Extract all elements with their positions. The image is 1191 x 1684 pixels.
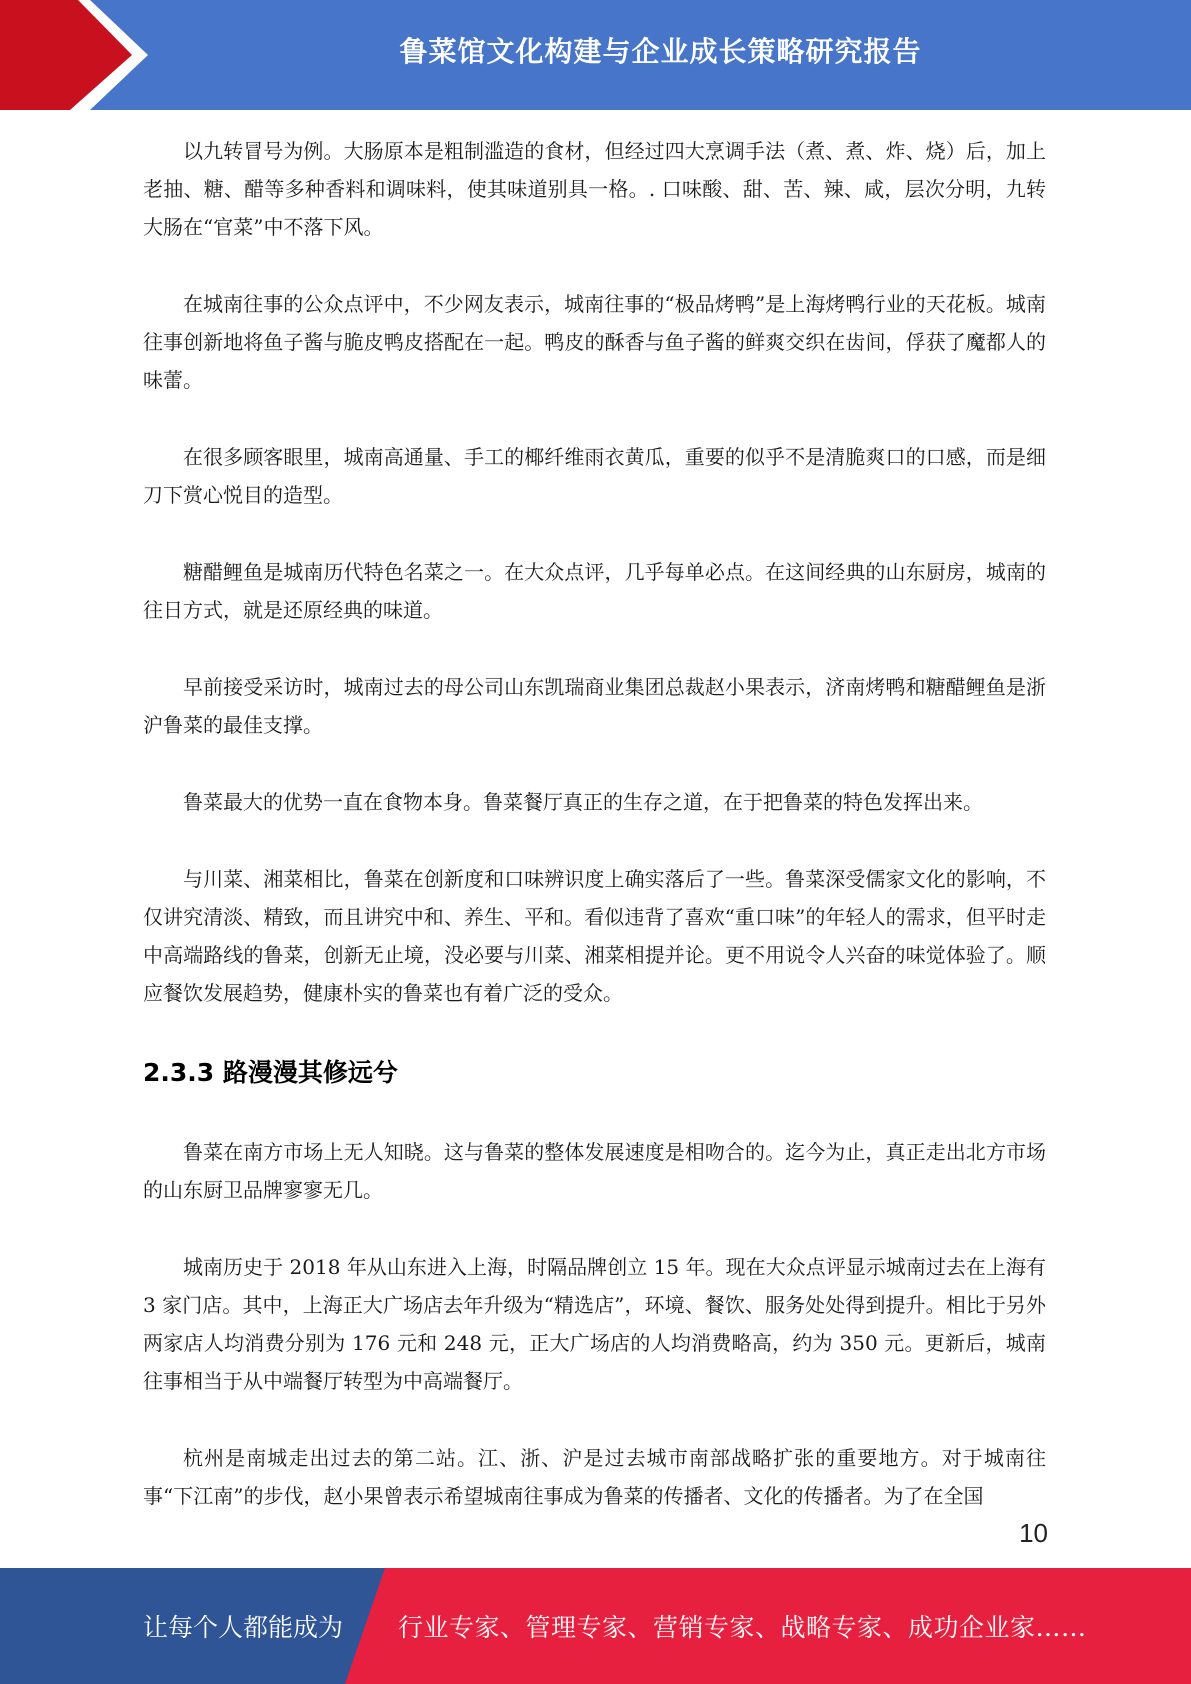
paragraph: 城南历史于 2018 年从山东进入上海，时隔品牌创立 15 年。现在大众点评显示城南过去在上海有 3 家门店。其中，上海正大广场店去年升级为“精选店”，环境、餐饮、服务处处得到提升。相比于另外两家店人均消费分别为 176 元和 248 元，正大广场店的人均消费略高，约为 350 元。更新后，城南往事相当于从中端餐厅转型为中高端餐厅。 (143, 1255, 1046, 1393)
section-heading: 2.3.3 路漫漫其修远兮 (143, 1058, 398, 1087)
page-number: 10 (1019, 1518, 1048, 1548)
page-footer (0, 1568, 1191, 1684)
header-arrow-red (0, 0, 132, 110)
header-arrow-decoration (0, 0, 160, 110)
paragraph: 鲁菜最大的优势一直在食物本身。鲁菜餐厅真正的生存之道，在于把鲁菜的特色发挥出来。 (183, 790, 983, 814)
paragraph: 糖醋鲤鱼是城南历代特色名菜之一。在大众点评，几乎每单必点。在这间经典的山东厨房，城南的往日方式，就是还原经典的味道。 (143, 560, 1046, 622)
report-title: 鲁菜馆文化构建与企业成长策略研究报告 (399, 35, 922, 68)
paragraph: 在城南往事的公众点评中，不少网友表示，城南往事的“极品烤鸭”是上海烤鸭行业的天花板。城南往事创新地将鱼子酱与脆皮鸭皮搭配在一起。鸭皮的酥香与鱼子酱的鲜爽交织在齿间，俘获了魔都人的味蕾。 (143, 292, 1046, 392)
footer-slogan-left: 让每个人都能成为 (143, 1613, 344, 1642)
paragraph: 杭州是南城走出过去的第二站。江、浙、沪是过去城市南部战略扩张的重要地方。对于城南往事“下江南”的步伐，赵小果曾表示希望城南往事成为鲁菜的传播者、文化的传播者。为了在全国 (143, 1446, 1046, 1508)
paragraph: 以九转冒号为例。大肠原本是粗制滥造的食材，但经过四大烹调手法（煮、煮、炸、烧）后，加上老抽、糖、醋等多种香料和调味料，使其味道别具一格。. 口味酸、甜、苦、辣、咸，层次分明，九转大肠在“官菜”中不落下风。 (143, 139, 1046, 239)
page-header (0, 0, 1191, 110)
paragraph: 鲁菜在南方市场上无人知晓。这与鲁菜的整体发展速度是相吻合的。迄今为止，真正走出北方市场的山东厨卫品牌寥寥无几。 (143, 1140, 1046, 1202)
paragraph: 在很多顾客眼里，城南高通量、手工的椰纤维雨衣黄瓜，重要的似乎不是清脆爽口的口感，而是细刀下赏心悦目的造型。 (143, 445, 1046, 507)
paragraph: 与川菜、湘菜相比，鲁菜在创新度和口味辨识度上确实落后了一些。鲁菜深受儒家文化的影响，不仅讲究清淡、精致，而且讲究中和、养生、平和。看似违背了喜欢“重口味”的年轻人的需求，但平时走中高端路线的鲁菜，创新无止境，没必要与川菜、湘菜相提并论。更不用说令人兴奋的味觉体验了。顺应餐饮发展趋势，健康朴实的鲁菜也有着广泛的受众。 (143, 867, 1046, 1005)
document-body (143, 132, 1046, 1554)
paragraph: 早前接受采访时，城南过去的母公司山东凯瑞商业集团总裁赵小果表示，济南烤鸭和糖醋鲤鱼是浙沪鲁菜的最佳支撑。 (143, 675, 1046, 737)
footer-slogan-right: 行业专家、管理专家、营销专家、战略专家、成功企业家…… (398, 1613, 1087, 1642)
